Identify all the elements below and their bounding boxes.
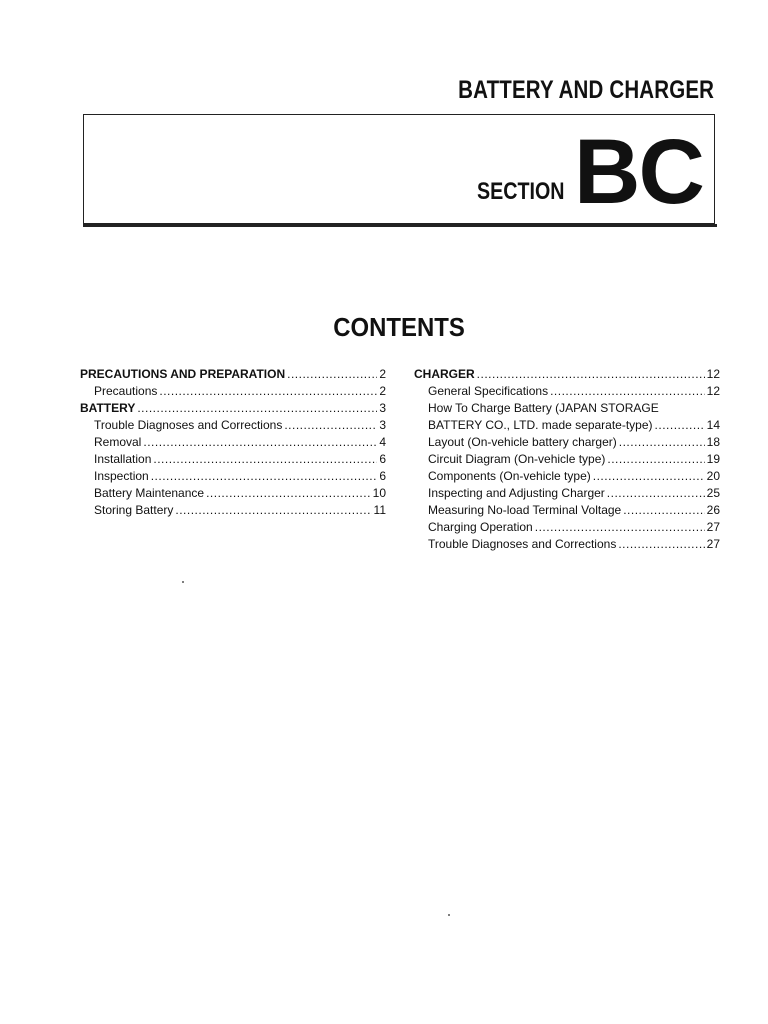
toc-left-column [80, 366, 386, 519]
toc-entry-title: Storing Battery [94, 503, 174, 517]
toc-entry [80, 485, 386, 502]
toc-dot-leader [618, 536, 704, 553]
toc-entry-page: 3 [379, 418, 386, 432]
toc-dot-leader [623, 502, 704, 519]
toc-dot-leader [550, 383, 705, 400]
toc-entry-page: 18 [706, 435, 720, 449]
toc-dot-leader [284, 417, 377, 434]
toc-entry-title: Removal [94, 435, 142, 449]
toc-entry-title: PRECAUTIONS AND PREPARATION [80, 367, 286, 381]
toc-entry-title: Trouble Diagnoses and Corrections [428, 537, 617, 551]
toc-dot-leader [143, 434, 377, 451]
toc-entry [414, 366, 720, 383]
document-title: BATTERY AND CHARGER [458, 76, 714, 104]
toc-entry-page: 27 [706, 520, 720, 534]
toc-dot-leader [175, 502, 371, 519]
toc-entry [80, 383, 386, 400]
toc-entry-page: 2 [379, 367, 386, 381]
toc-dot-leader [535, 519, 705, 536]
toc-entry [414, 383, 720, 400]
scan-speck [182, 581, 184, 583]
scan-speck [448, 914, 450, 916]
toc-entry-title: Layout (On-vehicle battery charger) [428, 435, 617, 449]
toc-entry [80, 451, 386, 468]
toc-entry [80, 502, 386, 519]
toc-entry-title: Charging Operation [428, 520, 533, 534]
toc-dot-leader [477, 366, 705, 383]
toc-entry-title: BATTERY [80, 401, 136, 415]
toc-entry [414, 468, 720, 485]
toc-entry [414, 502, 720, 519]
toc-entry [414, 434, 720, 451]
toc-entry [414, 485, 720, 502]
toc-entry-page: 12 [706, 384, 720, 398]
toc-dot-leader [607, 451, 704, 468]
toc-entry-page: 12 [706, 367, 720, 381]
toc-dot-leader [206, 485, 371, 502]
toc-entry-page: 10 [372, 486, 386, 500]
toc-entry-page: 4 [379, 435, 386, 449]
section-label: SECTION [477, 178, 565, 205]
toc-entry [414, 451, 720, 468]
toc-entry-page: 2 [379, 384, 386, 398]
toc-entry [80, 366, 386, 383]
toc-entry [80, 417, 386, 434]
toc-dot-leader [593, 468, 705, 485]
toc-entry-title: Circuit Diagram (On-vehicle type) [428, 452, 606, 466]
toc-entry-title: General Specifications [428, 384, 549, 398]
toc-dot-leader [151, 468, 378, 485]
toc-dot-leader [137, 400, 377, 417]
toc-entry-page: 20 [706, 469, 720, 483]
toc-dot-leader [619, 434, 705, 451]
toc-entry-title: Trouble Diagnoses and Corrections [94, 418, 283, 432]
toc-entry-title: Components (On-vehicle type) [428, 469, 591, 483]
toc-entry-page: 3 [379, 401, 386, 415]
toc-entry-page: 19 [706, 452, 720, 466]
toc-entry-page: 27 [706, 537, 720, 551]
toc-right-column [414, 366, 720, 553]
toc-dot-leader [607, 485, 705, 502]
toc-entry [414, 417, 720, 434]
toc-dot-leader [655, 417, 705, 434]
toc-entry [80, 434, 386, 451]
section-code: BC [574, 121, 703, 223]
toc-entry-title: Battery Maintenance [94, 486, 205, 500]
toc-entry [414, 536, 720, 553]
toc-entry-page: 6 [379, 469, 386, 483]
toc-entry [414, 400, 720, 417]
toc-entry-page: 25 [706, 486, 720, 500]
toc-dot-leader [159, 383, 377, 400]
toc-entry-title: Inspection [94, 469, 149, 483]
toc-entry-page: 6 [379, 452, 386, 466]
toc-entry-title: Measuring No-load Terminal Voltage [428, 503, 622, 517]
toc-dot-leader [153, 451, 377, 468]
toc-entry [414, 519, 720, 536]
toc-entry-page: 11 [373, 503, 386, 517]
section-underline [83, 224, 717, 227]
toc-entry-title: Inspecting and Adjusting Charger [428, 486, 605, 500]
toc-entry [80, 468, 386, 485]
toc-entry-title: BATTERY CO., LTD. made separate-type) [428, 418, 653, 432]
toc-entry-title: Installation [94, 452, 152, 466]
toc-entry-title: Precautions [94, 384, 158, 398]
contents-heading: CONTENTS [333, 312, 465, 342]
toc-entry [80, 400, 386, 417]
toc-entry-page: 26 [706, 503, 720, 517]
toc-entry-title: CHARGER [414, 367, 475, 381]
toc-entry-page: 14 [706, 418, 720, 432]
toc-dot-leader [287, 366, 377, 383]
toc-entry-title: How To Charge Battery (JAPAN STORAGE [428, 401, 659, 415]
